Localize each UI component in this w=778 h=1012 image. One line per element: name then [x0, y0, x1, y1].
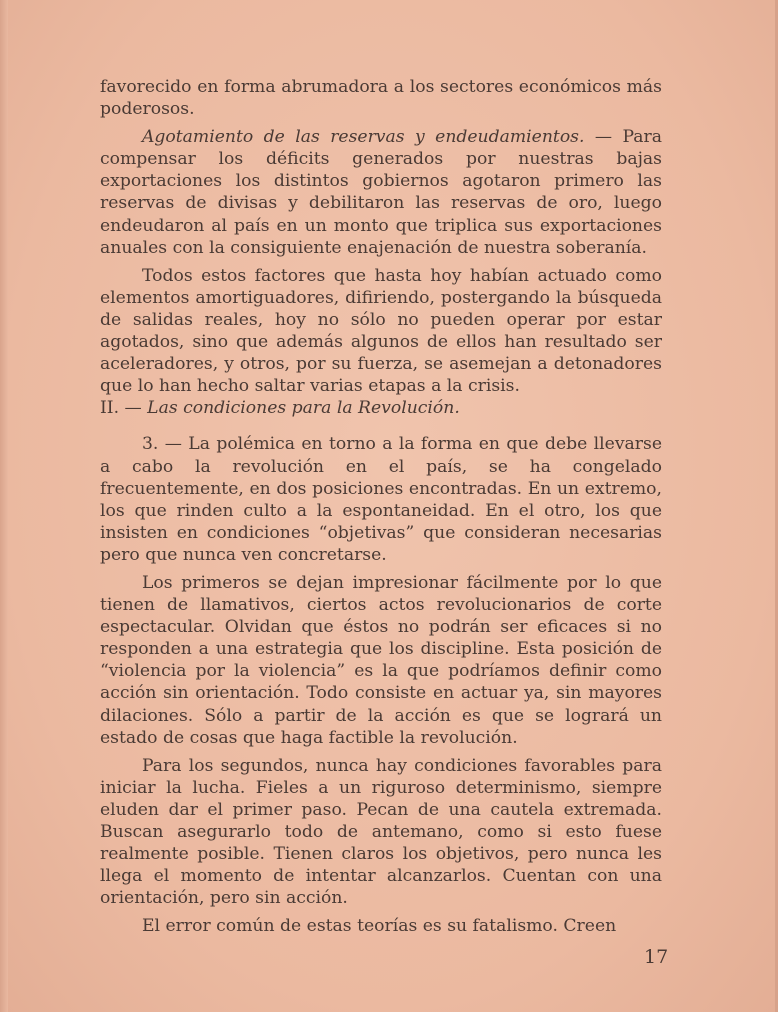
paragraph-body: — Para compensar los déficits generados por nuestras bajas exportaciones los distintos gobiernos agotaron primero las reservas de divisas y debilitaron las reservas de oro, luego endeudaron al país en un monto que triplica sus exportaciones anuales con la consiguiente enajenación de nuestra soberanía. — [100, 127, 662, 258]
paragraph-reservas — [100, 126, 662, 259]
section-number: II. — — [100, 398, 148, 419]
section-heading — [100, 397, 662, 419]
paragraph-segundos: Para los segundos, nunca hay condiciones favorables para iniciar la lucha. Fieles a un riguroso determinismo, siempre eluden dar el primer paso. Pecan de una cautela extremada. Buscan asegurarlo todo de antemano, como si esto fuese realmente posible. Tienen claros los objetivos, pero nunca les llega el momento de intentar alcanzarlos. Cuentan con una orientación, pero sin acción. — [100, 755, 662, 909]
page-number: 17 — [644, 946, 669, 968]
section-title: Las condiciones para la Revolución. — [147, 398, 460, 419]
paragraph-polemica: 3. — La polémica en torno a la forma en que debe llevarse a cabo la revolución en el país, se ha congelado frecuentemente, en dos posiciones encontradas. En un extremo, los que rinden culto a la espontaneidad. En el otro, los que insisten en condiciones “objetivas” que consideran necesarias pero que nunca ven concretarse. — [100, 434, 662, 565]
paragraph-error: El error común de estas teorías es su fatalismo. Creen — [142, 916, 617, 937]
paragraph-primeros: Los primeros se dejan impresionar fácilmente por lo que tienen de llamativos, ciertos actos revolucionarios de corte espectacular. Olvidan que éstos no podrán ser eficaces si no responden a una estrategia que los discipline. Esta posición de “violencia por la violencia” es la que podríamos definir como acción sin orientación. Todo consiste en actuar ya, sin mayores dilaciones. Sólo a partir de la acción es que se logrará un estado de cosas que haga factible la revolución. — [100, 572, 662, 748]
text-body — [100, 76, 662, 937]
page-left-edge — [0, 0, 8, 1012]
paragraph-lead-italic: Agotamiento de las reservas y endeudamientos. — [142, 127, 585, 148]
paragraph-factores: Todos estos factores que hasta hoy habían actuado como elementos amortiguadores, difiriendo, postergando la búsqueda de salidas reales, hoy no sólo no pueden operar por estar agotados, sino que además algunos de ellos han resultado ser aceleradores, y otros, por su fuerza, se asemejan a detonadores que lo han hecho saltar varias etapas a la crisis. — [100, 265, 662, 397]
paragraph-continuation: favorecido en forma abrumadora a los sectores económicos más poderosos. — [100, 77, 662, 120]
